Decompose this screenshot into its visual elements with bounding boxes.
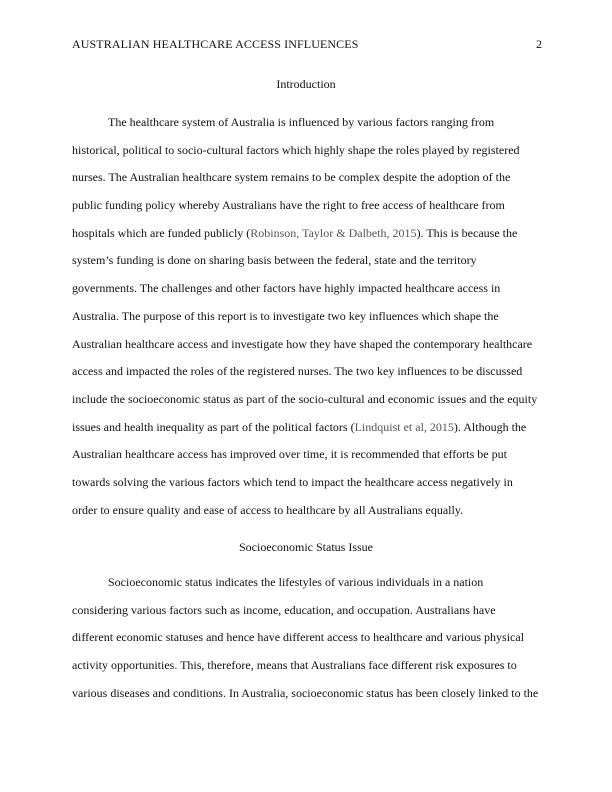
line-text: ). This is because the	[416, 225, 518, 240]
line-text: hospitals which are funded publicly	[72, 225, 247, 240]
paragraph-line: issues and health inequality as part of the political factors (Lindquist et al, 2015). Although the	[72, 419, 527, 434]
intro-paragraph	[72, 115, 540, 530]
paragraph-line: Socioeconomic status indicates the lifestyles of various individuals in a nation	[108, 575, 484, 589]
paragraph-line: historical, political to socio-cultural factors which highly shape the roles played by registered	[72, 142, 520, 157]
paragraph-line: various diseases and conditions. In Australia, socioeconomic status has been closely linked to the	[72, 685, 539, 700]
paragraph-line: activity opportunities. This, therefore, means that Australians face different risk exposures to	[72, 658, 517, 673]
paragraph-line: considering various factors such as income, education, and occupation. Australians have	[72, 602, 496, 617]
ses-paragraph	[72, 575, 540, 713]
paragraph-line: Australian healthcare access has improved over time, it is recommended that efforts be put	[72, 447, 507, 462]
paragraph-line: hospitals which are funded publicly (Robinson, Taylor & Dalbeth, 2015). This is because the	[72, 225, 518, 240]
paragraph-line: include the socioeconomic status as part of the socio-cultural and economic issues and the equity	[72, 391, 538, 406]
page-number: 2	[536, 37, 542, 51]
paragraph-line: Australia. The purpose of this report is to investigate two key influences which shape the	[72, 308, 499, 323]
ses-heading: Socioeconomic Status Issue	[239, 540, 373, 554]
paragraph-line: system’s funding is done on sharing basis between the federal, state and the territory	[72, 253, 477, 268]
line-text: issues and health inequality as part of the political factors	[72, 419, 351, 434]
paragraph-line: The healthcare system of Australia is influenced by various factors ranging from	[108, 115, 495, 129]
intro-heading: Introduction	[276, 77, 336, 91]
running-head: AUSTRALIAN HEALTHCARE ACCESS INFLUENCES	[72, 37, 359, 51]
paragraph-line: towards solving the various factors which tend to impact the healthcare access negatively in	[72, 474, 513, 489]
paragraph-line: access and impacted the roles of the registered nurses. The two key influences to be discussed	[72, 364, 523, 379]
line-text: ). Although the	[453, 419, 527, 434]
paragraph-line: Australian healthcare access and investigate how they have shaped the contemporary healthcare	[72, 336, 533, 351]
paragraph-line: different economic statuses and hence have different access to healthcare and various physical	[72, 630, 525, 645]
paragraph-line: public funding policy whereby Australians have the right to free access of healthcare from	[72, 198, 505, 213]
citation: Robinson, Taylor & Dalbeth, 2015	[250, 225, 417, 240]
paragraph-line: governments. The challenges and other factors have highly impacted healthcare access in	[72, 281, 501, 296]
citation: Lindquist et al, 2015	[354, 419, 454, 434]
paragraph-line: nurses. The Australian healthcare system remains to be complex despite the adoption of the	[72, 170, 511, 185]
paragraph-line: order to ensure quality and ease of access to healthcare by all Australians equally.	[72, 502, 464, 517]
